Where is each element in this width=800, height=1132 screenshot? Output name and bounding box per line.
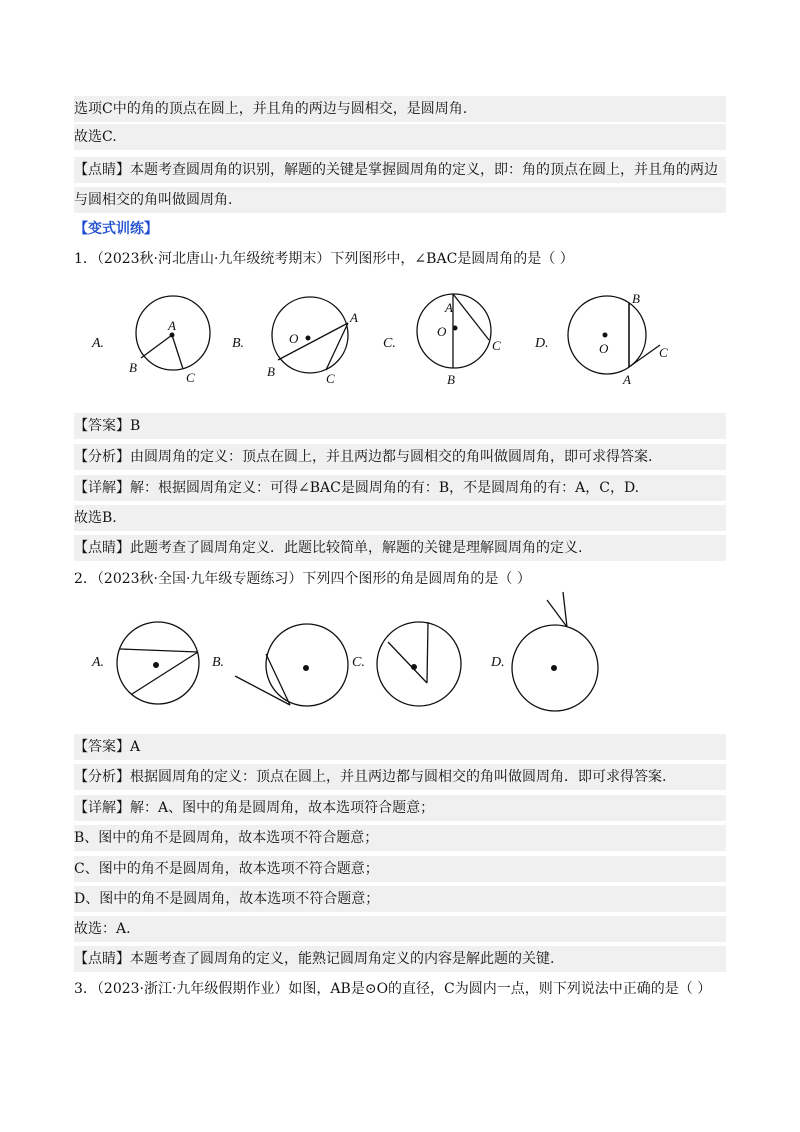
label-b-A: A: [350, 310, 358, 325]
detail-2-c: C、图中的角不是圆周角，故本选项不符合题意；: [74, 856, 726, 882]
label-d-B: B: [632, 291, 640, 306]
circle-b: [272, 297, 348, 373]
label-b-B: B: [267, 364, 275, 379]
section-heading: 【变式训练】: [74, 221, 158, 237]
text-line-1: 选项C中的角的顶点在圆上，并且角的两边与圆相交，是圆周角.: [74, 96, 726, 122]
fig2-option-b-label: B.: [212, 655, 225, 670]
detail-2: 【详解】解：A、图中的角是圆周角，故本选项符合题意；: [74, 795, 726, 821]
center-dot-d: [603, 333, 608, 338]
label-d-C: C: [659, 345, 668, 360]
ray-ac-d: [629, 345, 660, 367]
chord-ac: [326, 323, 348, 370]
text-line-2: 故选C.: [74, 124, 726, 150]
ray-ab: [141, 335, 172, 358]
fig2-option-d-label: D.: [491, 655, 505, 670]
answer-1: 【答案】B: [74, 413, 726, 439]
label-a-A: A: [168, 318, 176, 333]
answer-2: 【答案】A: [74, 734, 726, 760]
label-d-A: A: [623, 372, 631, 387]
circle-c: [417, 294, 491, 368]
option-c-label: C.: [383, 336, 396, 351]
fig2-chord-a2: [132, 652, 198, 694]
analysis-1: 【分析】由圆周角的定义：顶点在圆上，并且两边都与圆相交的角叫做圆周角，即可求得答案.: [74, 444, 726, 470]
analysis-2: 【分析】根据圆周角的定义：顶点在圆上，并且两边都与圆相交的角叫做圆周角．即可求得答案.: [74, 764, 726, 790]
detail-2-b: B、图中的角不是圆周角，故本选项不符合题意；: [74, 825, 726, 851]
question-1: 1．（2023秋·河北唐山·九年级统考期末）下列图形中，∠BAC是圆周角的是（ ）: [74, 251, 574, 267]
choice-1: 故选B.: [74, 505, 726, 531]
fig2-circle-c: [377, 622, 461, 706]
option-a-label: A.: [92, 336, 105, 351]
comment-2: 【点睛】本题考查了圆周角的定义，能熟记圆周角定义的内容是解此题的关键.: [74, 946, 726, 972]
label-a-C: C: [186, 370, 195, 385]
label-d-O: O: [599, 341, 609, 356]
detail-1: 【详解】解：根据圆周角定义：可得∠BAC是圆周角的有：B，不是圆周角的有：A，C，D.: [74, 475, 726, 501]
fig2-center-a: [153, 662, 159, 668]
label-c-B: B: [447, 372, 455, 387]
label-c-A: A: [445, 300, 453, 315]
label-c-O: O: [437, 324, 447, 339]
fig2-ray-b2: [235, 676, 290, 705]
question-2-figures: [80, 594, 800, 724]
label-c-C: C: [492, 338, 501, 353]
option-d-label: D.: [535, 336, 549, 351]
label-a-B: B: [129, 360, 137, 375]
question-3: 3．（2023·浙江·九年级假期作业）如图，AB是⊙O的直径，C为圆内一点，则下列说法中正确的是（ ）: [74, 981, 712, 997]
comment-1: 【点睛】此题考查了圆周角定义．此题比较简单，解题的关键是理解圆周角的定义.: [74, 535, 726, 561]
label-b-O: O: [289, 331, 299, 346]
label-b-C: C: [326, 371, 335, 386]
question-2: 2．（2023秋·全国·九年级专题练习）下列四个图形的角是圆周角的是（ ）: [74, 571, 531, 587]
fig2-chord-a1: [120, 649, 198, 652]
detail-2-d: D、图中的角不是圆周角，故本选项不符合题意；: [74, 886, 726, 912]
fig2-ray-b1: [266, 654, 290, 705]
fig2-option-a-label: A.: [92, 655, 105, 670]
fig2-center-d: [551, 665, 557, 671]
choice-2: 故选：A.: [74, 916, 726, 942]
center-dot-b: [306, 336, 311, 341]
fig2-ray-c2: [427, 622, 428, 683]
text-line-3: 【点睛】本题考查圆周角的识别，解题的关键是掌握圆周角的定义，即：角的顶点在圆上，并且角的两边: [74, 157, 726, 183]
ray-ac: [172, 335, 183, 369]
question-1-figures: [80, 285, 800, 395]
fig2-ray-c1: [388, 642, 427, 683]
fig2-circle-b: [266, 624, 348, 706]
fig2-option-c-label: C.: [352, 655, 365, 670]
chord-c: [453, 294, 489, 340]
option-b-label: B.: [232, 336, 245, 351]
fig2-center-b: [303, 665, 309, 671]
text-line-4: 与圆相交的角叫做圆周角.: [74, 187, 726, 213]
